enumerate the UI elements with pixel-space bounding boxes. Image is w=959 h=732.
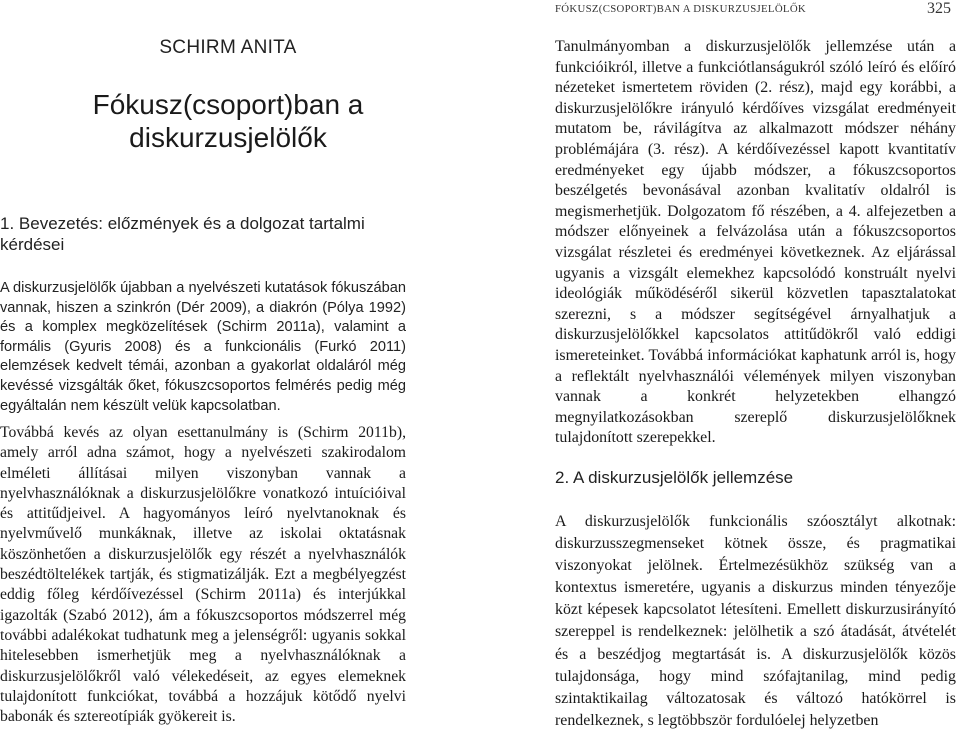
paragraph-characterization: A diskurzusjelölők funkcionális szóosztályt alkotnak: diskurzusszegmenseket kötnek össze, és pragmatikai viszonyokat jelölnek. Értelmezésükhöz szükség van a kontextus ismeretére, ugyanis a diskurzus minden tényezője közt képesek kapcsolatot létesíteni. Emellett diskurzusirányító szereppel is rendelkeznek: jelölhetik a szó átadását, átvételét és a beszédjog megtartását is. A diskurzusjelölők közös tulajdonsága, hogy mind szófajtanilag, mind pedig szintaktikailag változatosak és változó hatókörrel is rendelkeznek, s legtöbbször fordulóelej helyzetben [555, 513, 956, 729]
running-header [555, 0, 955, 16]
paragraph-intro-serif: Továbbá kevés az olyan esettanulmány is (Schirm 2011b), amely arról adna számot, hogy a nyelvészeti szakirodalom elméleti állításai milyen viszonyban vannak a nyelvhasználóknak a diskurzusjelölőkre vonatkozó intuícióival és attitűdjeivel. A hagyományos leíró nyelvtanoknak és nyelvművelő munkáknak, illetve az iskolai oktatásnak köszönhetően a diskurzusjelölők egy részét a nyelvhasználók beszédtöltelékek tartják, és stigmatizálják. Ezt a megbélyegzést eddig főleg kérdőívezéssel (Schirm 2011a) és interjúkkal igazolták (Szabó 2012), ám a fókuszcsoportos módszerrel még további adalékokat tudhatunk meg a jelenségről: ugyanis sokkal hitelesebben ismerhetjük meg a nyelvhasználóknak a diskurzusjelölőkről való vélekedéseit, az egyes elemeknek tulajdonított funkciókat, továbbá a hozzájuk kötődő nyelvi babonák és sztereotípiák gyökereit is. [0, 424, 406, 726]
section-heading-introduction: 1. Bevezetés: előzmények és a dolgozat tartalmi kérdései [0, 214, 365, 254]
running-title: FÓKUSZ(CSOPORT)BAN A DISKURZUSJELÖLŐK [555, 3, 807, 15]
section-heading-characterization: 2. A diskurzusjelölők jellemzése [555, 468, 794, 487]
author-name: SCHIRM ANITA [159, 37, 297, 58]
right-page [489, 0, 959, 729]
page-number: 325 [927, 0, 951, 17]
article-title: Fókusz(csoport)ban a diskurzusjelölők [92, 89, 364, 153]
left-page [0, 0, 470, 726]
paragraph-intro-sans: A diskurzusjelölők újabban a nyelvészeti kutatások fókuszában vannak, hiszen a szinkrón (Dér 2009), a diakrón (Pólya 1992) és a komplex megközelítések (Schirm 2011a), valamint a formális (Gyuris 2008) és a funkcionális (Furkó 2011) elemzések kedvelt témái, azonban a gyakorlat oldaláról még kevéssé vizsgálták őket, fókuszcsoportos felmérés pedig még egyáltalán nem készült velük kapcsolatban. [0, 280, 406, 414]
paragraph-study-overview: Tanulmányomban a diskurzusjelölők jellemzése után a funkcióikról, illetve a funkciótlanságukról szóló leíró és előíró nézeteket ismertetem röviden (2. rész), majd egy korábbi, a diskurzusjelölőkre irányuló kérdőíves vizsgálat eredményeit mutatom be, rávilágítva az alkalmazott módszer néhány problémájára (3. rész). A kérdőívezéssel kapott kvantitatív eredményeket egy újabb módszer, a fókuszcsoportos beszélgetés bevonásával azonban kvalitatív oldalról is megismerhetjük. Dolgozatom fő részében, a 4. alfejezetben a módszer előnyeinek a felvázolása után a fókuszcsoportos vizsgálat részletei és eredményei következnek. Az eljárással ugyanis a vizsgált elemekhez kapcsolódó konstruált nyelvi ideológiák működéséről sikerül közvetlen tapasztalatokat szerezni, s a módszer segítségével árnyalhatjuk a diskurzusjelölőkkel kapcsolatos attitűdökről való eddigi ismereteinket. Továbbá információkat kaphatunk arról is, hogy a reflektált nyelvhasználói vélemények milyen viszonyban vannak a konkrét helyzetekben elhangzó megnyilatkozásokban szereplő diskurzusjelölőknek tulajdonított szerepekkel. [555, 38, 956, 447]
